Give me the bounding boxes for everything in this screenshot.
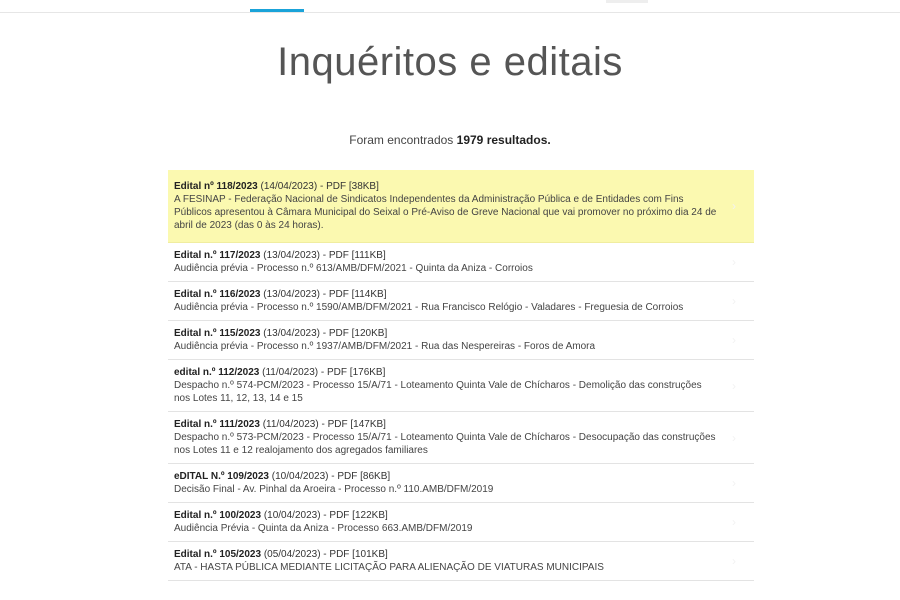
active-tab-indicator[interactable]	[250, 9, 304, 12]
result-description: ATA - HASTA PÚBLICA MEDIANTE LICITAÇÃO PARA ALIENAÇÃO DE VIATURAS MUNICIPAIS	[174, 562, 604, 573]
result-description: Audiência prévia - Processo n.º 1590/AMB/DFM/2021 - Rua Francisco Relógio - Valadares - Freguesia de Corroios	[174, 302, 684, 313]
result-item[interactable]	[168, 542, 754, 581]
chevron-right-icon: ›	[732, 476, 736, 490]
chevron-right-icon: ›	[732, 554, 736, 568]
result-meta: (13/04/2023) - PDF [114KB]	[263, 289, 387, 300]
result-meta: (10/04/2023) - PDF [86KB]	[271, 471, 391, 482]
result-title[interactable]: Edital n.º 117/2023	[174, 250, 261, 261]
result-title-line	[174, 327, 718, 340]
results-summary	[0, 133, 900, 147]
result-title-line	[174, 366, 718, 379]
result-description: Audiência prévia - Processo n.º 613/AMB/DFM/2021 - Quinta da Aniza - Corroios	[174, 263, 533, 274]
result-item[interactable]	[168, 360, 754, 412]
chevron-right-icon: ›	[732, 333, 736, 347]
result-item[interactable]	[168, 282, 754, 321]
result-title-line	[174, 418, 718, 431]
result-title-line	[174, 509, 718, 522]
result-meta: (13/04/2023) - PDF [111KB]	[263, 250, 386, 261]
result-title[interactable]: eDITAL N.º 109/2023	[174, 471, 269, 482]
result-title[interactable]: Edital n.º 105/2023	[174, 549, 262, 560]
chevron-right-icon: ›	[732, 430, 736, 445]
page-title: Inquéritos e editais	[277, 40, 623, 84]
result-item[interactable]	[168, 243, 754, 282]
chevron-right-icon: ›	[732, 294, 736, 308]
result-title[interactable]: Edital n.º 100/2023	[174, 510, 262, 521]
result-description: Audiência prévia - Processo n.º 1937/AMB/DFM/2021 - Rua das Nespereiras - Foros de Amora	[174, 341, 596, 352]
results-suffix: resultados.	[486, 133, 551, 147]
result-title[interactable]: Edital n.º 116/2023	[174, 289, 261, 300]
result-item[interactable]	[168, 464, 754, 503]
chevron-right-icon: ›	[732, 378, 736, 393]
results-list	[168, 170, 754, 581]
top-navigation-bar	[0, 0, 900, 13]
result-meta: (05/04/2023) - PDF [101KB]	[263, 549, 388, 560]
result-item[interactable]	[168, 503, 754, 542]
result-title-line	[174, 288, 718, 301]
result-description: Despacho n.º 574-PCM/2023 - Processo 15/A/71 - Loteamento Quinta Vale de Chícharos - Demolição das construções nos Lotes 11, 12, 13, 14 e 15	[174, 380, 702, 404]
chevron-right-icon: ›	[732, 515, 736, 529]
result-meta: (10/04/2023) - PDF [122KB]	[263, 510, 388, 521]
result-meta: (13/04/2023) - PDF [120KB]	[263, 328, 388, 339]
result-meta: (11/04/2023) - PDF [176KB]	[262, 367, 386, 378]
top-bar-widget[interactable]	[606, 0, 648, 3]
result-description: Despacho n.º 573-PCM/2023 - Processo 15/A/71 - Loteamento Quinta Vale de Chícharos - Desocupação das construções nos Lotes 11 e 12 realojamento dos agregados familiares	[174, 432, 716, 456]
result-item[interactable]	[168, 412, 754, 464]
result-item[interactable]	[168, 321, 754, 360]
results-prefix: Foram encontrados	[349, 133, 454, 147]
result-description: Decisão Final - Av. Pinhal da Aroeira - Processo n.º 110.AMB/DFM/2019	[174, 484, 494, 495]
chevron-right-icon: ›	[732, 199, 736, 213]
result-title-line	[174, 180, 718, 193]
result-meta: (11/04/2023) - PDF [147KB]	[262, 419, 386, 430]
result-description: A FESINAP - Federação Nacional de Sindicatos Independentes da Administração Pública e de Entidades com Fins Públicos apresentou à Câmara Municipal do Seixal o Pré-Aviso de Greve Nacional que vai promover no próximo dia 24 de abril de 2023 (das 0 às 24 horas).	[174, 194, 717, 231]
result-item[interactable]	[168, 170, 754, 243]
result-title-line	[174, 548, 718, 561]
result-title[interactable]: Edital n.º 111/2023	[174, 419, 260, 430]
result-title-line	[174, 470, 718, 483]
result-title[interactable]: edital n.º 112/2023	[174, 367, 260, 378]
chevron-right-icon: ›	[732, 255, 736, 269]
result-description: Audiência Prévia - Quinta da Aniza - Processo 663.AMB/DFM/2019	[174, 523, 473, 534]
result-title[interactable]: Edital nº 118/2023	[174, 181, 258, 192]
result-meta: (14/04/2023) - PDF [38KB]	[260, 181, 379, 192]
results-count: 1979	[456, 133, 484, 147]
result-title-line	[174, 249, 718, 262]
result-title[interactable]: Edital n.º 115/2023	[174, 328, 261, 339]
